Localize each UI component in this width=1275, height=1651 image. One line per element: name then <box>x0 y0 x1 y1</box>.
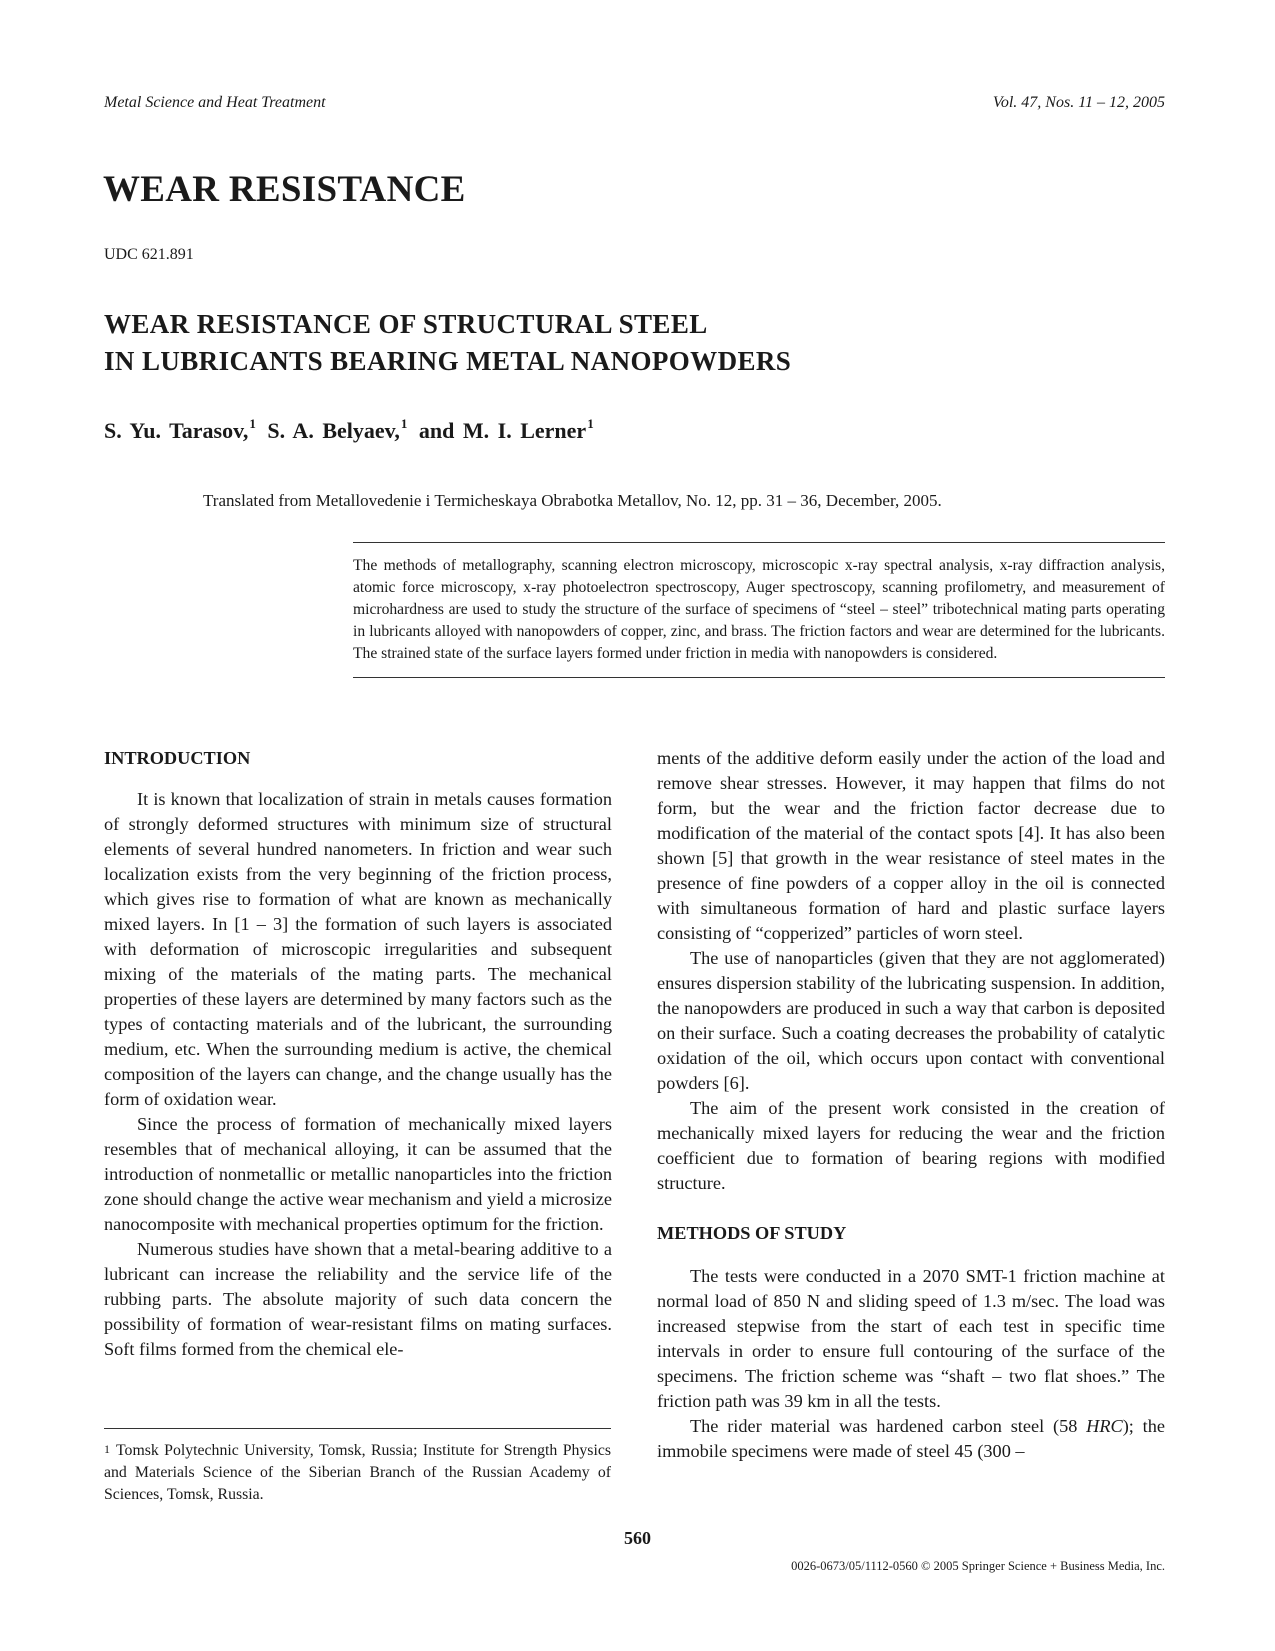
footnote-mark: 1 <box>104 1442 110 1456</box>
affiliation-mark: 1 <box>249 416 256 431</box>
author-name: S. Yu. Tarasov, <box>104 418 249 443</box>
author-name: and M. I. Lerner <box>418 418 587 443</box>
paragraph <box>657 1414 1165 1464</box>
paragraph: Numerous studies have shown that a metal-bearing additive to a lubricant can increase the reliability and the service life of the rubbing parts. The absolute majority of such data concern the possibility of formation of wear-resistant films on mating surfaces. Soft films formed from the chemical ele- <box>104 1239 612 1359</box>
paragraph: The tests were conducted in a 2070 SMT-1 friction machine at normal load of 850 N and sliding speed of 1.3 m/sec. The load was increased stepwise from the start of each test in specific time intervals in order to ensure full contouring of the surface of the specimens. The friction scheme was “shaft – two flat shoes.” The friction path was 39 km in all the tests. <box>657 1266 1165 1411</box>
affiliation-mark: 1 <box>400 416 408 431</box>
paragraph: The aim of the present work consisted in the creation of mechanically mixed layers for reducing the wear and the friction coefficient due to formation of bearing regions with modified structure. <box>657 1098 1165 1193</box>
authors <box>104 418 597 444</box>
article-title-line-2: IN LUBRICANTS BEARING METAL NANOPOWDERS <box>104 346 792 376</box>
footnote-text: Tomsk Polytechnic University, Tomsk, Russia; Institute for Strength Physics and Materials Science of the Siberian Branch of the Russian Academy of Sciences, Tomsk, Russia. <box>104 1442 611 1503</box>
text-run: The rider material was hardened carbon steel (58 <box>690 1416 1087 1436</box>
introduction-heading: INTRODUCTION <box>104 748 251 768</box>
article-title <box>104 306 791 380</box>
abstract: The methods of metallography, scanning electron microscopy, microscopic x-ray spectral analysis, x-ray diffraction analysis, atomic force microscopy, x-ray photoelectron spectroscopy, Auger spectroscopy, scanning profilometry, and measurement of microhardness are used to study the structure of the surface of specimens of “steel – steel” tribotechnical mating parts operating in lubricants alloyed with nanopowders of copper, zinc, and brass. The friction factors and wear are determined for the lubricants. The strained state of the surface layers formed under friction in media with nanopowders is considered. <box>353 542 1165 678</box>
left-column <box>104 746 612 1362</box>
footnote-divider <box>104 1428 611 1429</box>
translation-note: Translated from Metallovedenie i Termicheskaya Obrabotka Metallov, No. 12, pp. 31 – 36, December, 2005. <box>203 491 942 510</box>
right-column <box>657 746 1165 1464</box>
affiliation-mark: 1 <box>587 416 594 431</box>
methods-heading: METHODS OF STUDY <box>657 1223 847 1243</box>
text-run: ); the immobile specimens were made of steel 45 (300 – <box>657 1416 1165 1461</box>
volume-info: Vol. 47, Nos. 11 – 12, 2005 <box>992 94 1165 111</box>
page-number: 560 <box>624 1528 651 1548</box>
footnote <box>104 1440 611 1506</box>
udc-code: UDC 621.891 <box>104 246 194 263</box>
paragraph: It is known that localization of strain in metals causes formation of strongly deformed structures with minimum size of structural elements of several hundred nanometers. In friction and wear such localization exists from the very beginning of the friction process, which gives rise to formation of what are known as mechanically mixed layers. In [1 – 3] the formation of such layers is associated with deformation of microscopic irregularities and subsequent mixing of the materials of the mating parts. The mechanical properties of these layers are determined by many factors such as the types of contacting materials and of the lubricant, the surrounding medium, etc. When the surrounding medium is active, the chemical composition of the layers can change, and the change usually has the form of oxidation wear. <box>104 789 612 1109</box>
paragraph: The use of nanoparticles (given that they are not agglomerated) ensures dispersion stability of the lubricating suspension. In addition, the nanopowders are produced in such a way that carbon is deposited on their surface. Such a coating decreases the probability of catalytic oxidation of the oil, which occurs upon contact with conventional powders [6]. <box>657 948 1165 1093</box>
paragraph: ments of the additive deform easily under the action of the load and remove shear stresses. However, it may happen that films do not form, but the wear and the friction factor decrease due to modification of the material of the contact spots [4]. It has also been shown [5] that growth in the wear resistance of steel mates in the presence of fine powders of a copper alloy in the oil is connected with simultaneous formation of hard and plastic surface layers consisting of “copperized” particles of worn steel. <box>657 748 1165 943</box>
journal-name: Metal Science and Heat Treatment <box>104 94 326 111</box>
article-title-line-1: WEAR RESISTANCE OF STRUCTURAL STEEL <box>104 309 708 339</box>
section-title: WEAR RESISTANCE <box>103 169 466 210</box>
author-name: S. A. Belyaev, <box>267 418 400 443</box>
copyright: 0026-0673/05/1112-0560 © 2005 Springer Science + Business Media, Inc. <box>791 1559 1165 1573</box>
paragraph: Since the process of formation of mechanically mixed layers resembles that of mechanical alloying, it can be assumed that the introduction of nonmetallic or metallic nanoparticles into the friction zone should change the active wear mechanism and yield a microsize nanocomposite with mechanical properties optimum for the friction. <box>104 1114 612 1234</box>
hardness-unit: HRC <box>1086 1416 1123 1436</box>
